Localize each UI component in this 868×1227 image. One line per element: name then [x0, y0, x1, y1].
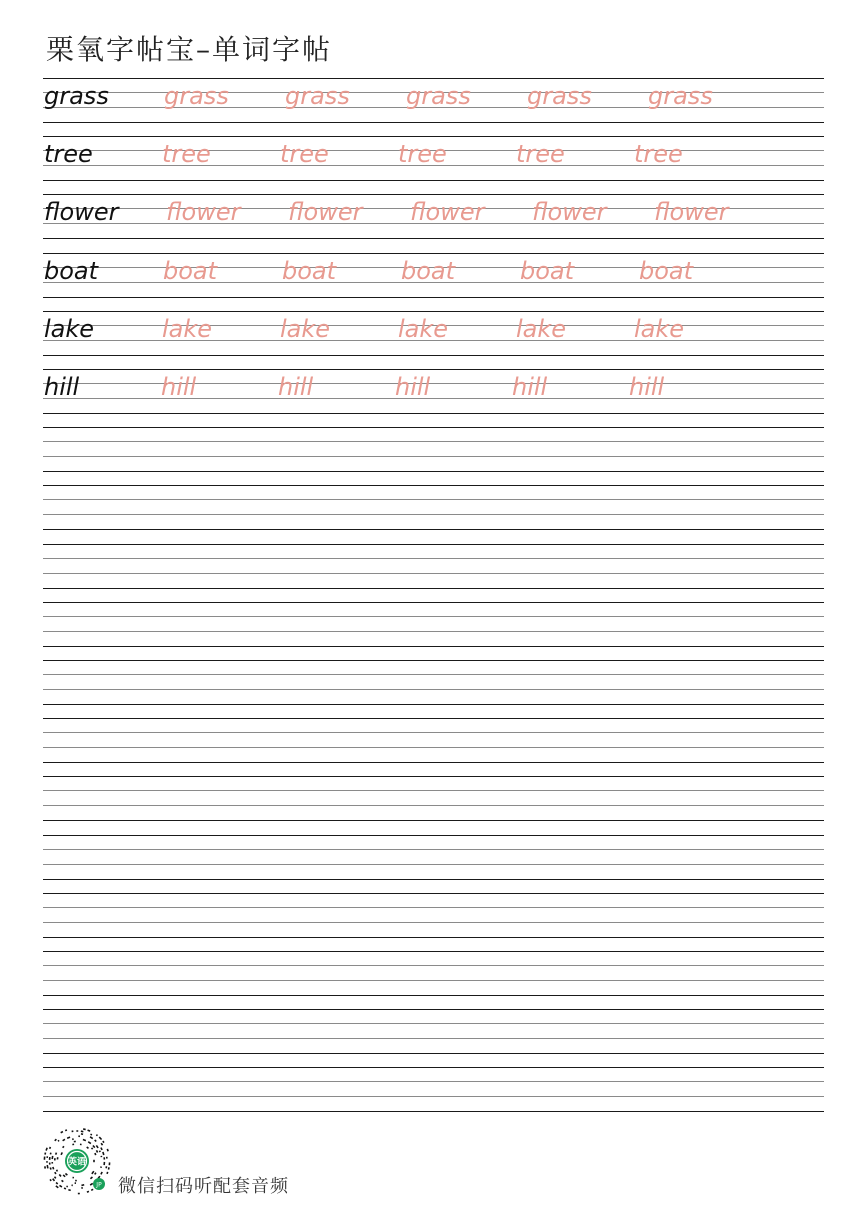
- ruled-line: [43, 529, 824, 530]
- ruled-line: [43, 790, 824, 791]
- ruled-line: [43, 762, 824, 763]
- word-row: [0, 369, 868, 427]
- trace-word: grass: [527, 82, 592, 110]
- trace-word: flower: [288, 198, 363, 226]
- ruled-line: [43, 1023, 824, 1024]
- ruled-line: [43, 747, 824, 748]
- trace-word: lake: [162, 315, 213, 343]
- footer-instruction: 微信扫码听配套音频: [118, 1176, 289, 1197]
- trace-word: lake: [516, 315, 567, 343]
- ruled-line: [43, 646, 824, 647]
- ruled-line: [43, 514, 824, 515]
- ruled-line: [43, 427, 824, 428]
- model-word: tree: [44, 140, 93, 168]
- trace-word: hill: [512, 373, 548, 401]
- trace-word: tree: [162, 140, 211, 168]
- trace-word: boat: [520, 257, 575, 285]
- ruled-line: [43, 951, 824, 952]
- trace-word: boat: [163, 257, 218, 285]
- word-row: [0, 78, 868, 136]
- ruled-line: [43, 704, 824, 705]
- model-word: lake: [44, 315, 95, 343]
- ruled-line: [43, 849, 824, 850]
- ruled-line: [43, 441, 824, 442]
- ruled-line: [43, 922, 824, 923]
- trace-word: hill: [161, 373, 197, 401]
- trace-word: boat: [282, 257, 337, 285]
- ruled-line: [43, 995, 824, 996]
- ruled-line: [43, 893, 824, 894]
- trace-word: lake: [398, 315, 449, 343]
- ruled-line: [43, 1081, 824, 1082]
- ruled-line: [43, 660, 824, 661]
- ruled-line: [43, 544, 824, 545]
- trace-word: boat: [639, 257, 694, 285]
- trace-word: flower: [654, 198, 729, 226]
- qr-code-icon: [42, 1126, 112, 1196]
- trace-word: grass: [406, 82, 471, 110]
- trace-word: lake: [634, 315, 685, 343]
- model-word: boat: [44, 257, 99, 285]
- ruled-line: [43, 1111, 824, 1112]
- ruled-line: [43, 820, 824, 821]
- trace-word: tree: [398, 140, 447, 168]
- qr-badge-text: 英语: [67, 1157, 87, 1168]
- trace-word: tree: [634, 140, 683, 168]
- ruled-line: [43, 718, 824, 719]
- ruled-line: [43, 573, 824, 574]
- trace-word: flower: [532, 198, 607, 226]
- model-word: hill: [44, 373, 80, 401]
- ruled-line: [43, 879, 824, 880]
- ruled-line: [43, 1067, 824, 1068]
- page-title: 栗氧字帖宝–单词字帖: [46, 33, 333, 66]
- ruled-line: [43, 499, 824, 500]
- trace-word: lake: [280, 315, 331, 343]
- ruled-line: [43, 1096, 824, 1097]
- ruled-line: [43, 616, 824, 617]
- trace-word: flower: [410, 198, 485, 226]
- ruled-line: [43, 631, 824, 632]
- word-row: [0, 253, 868, 311]
- ruled-line: [43, 980, 824, 981]
- ruled-line: [43, 776, 824, 777]
- trace-word: grass: [648, 82, 713, 110]
- ruled-line: [43, 674, 824, 675]
- trace-word: hill: [629, 373, 665, 401]
- trace-word: hill: [395, 373, 431, 401]
- ruled-line: [43, 689, 824, 690]
- trace-word: grass: [164, 82, 229, 110]
- ruled-line: [43, 937, 824, 938]
- word-row: [0, 194, 868, 252]
- ruled-line: [43, 1038, 824, 1039]
- trace-word: tree: [280, 140, 329, 168]
- word-row: [0, 311, 868, 369]
- word-row: [0, 136, 868, 194]
- ruled-line: [43, 485, 824, 486]
- ruled-line: [43, 965, 824, 966]
- ruled-line: [43, 456, 824, 457]
- ruled-line: [43, 471, 824, 472]
- trace-word: boat: [401, 257, 456, 285]
- ruled-line: [43, 835, 824, 836]
- trace-word: tree: [516, 140, 565, 168]
- trace-word: hill: [278, 373, 314, 401]
- model-word: flower: [44, 198, 119, 226]
- ruled-line: [43, 1053, 824, 1054]
- ruled-line: [43, 558, 824, 559]
- footer: [42, 1126, 442, 1206]
- ruled-line: [43, 864, 824, 865]
- trace-word: flower: [166, 198, 241, 226]
- trace-word: grass: [285, 82, 350, 110]
- ruled-line: [43, 805, 824, 806]
- ruled-line: [43, 602, 824, 603]
- qr-corner-text: JP: [96, 1181, 102, 1189]
- ruled-line: [43, 907, 824, 908]
- ruled-line: [43, 588, 824, 589]
- model-word: grass: [44, 82, 109, 110]
- ruled-line: [43, 1009, 824, 1010]
- ruled-line: [43, 732, 824, 733]
